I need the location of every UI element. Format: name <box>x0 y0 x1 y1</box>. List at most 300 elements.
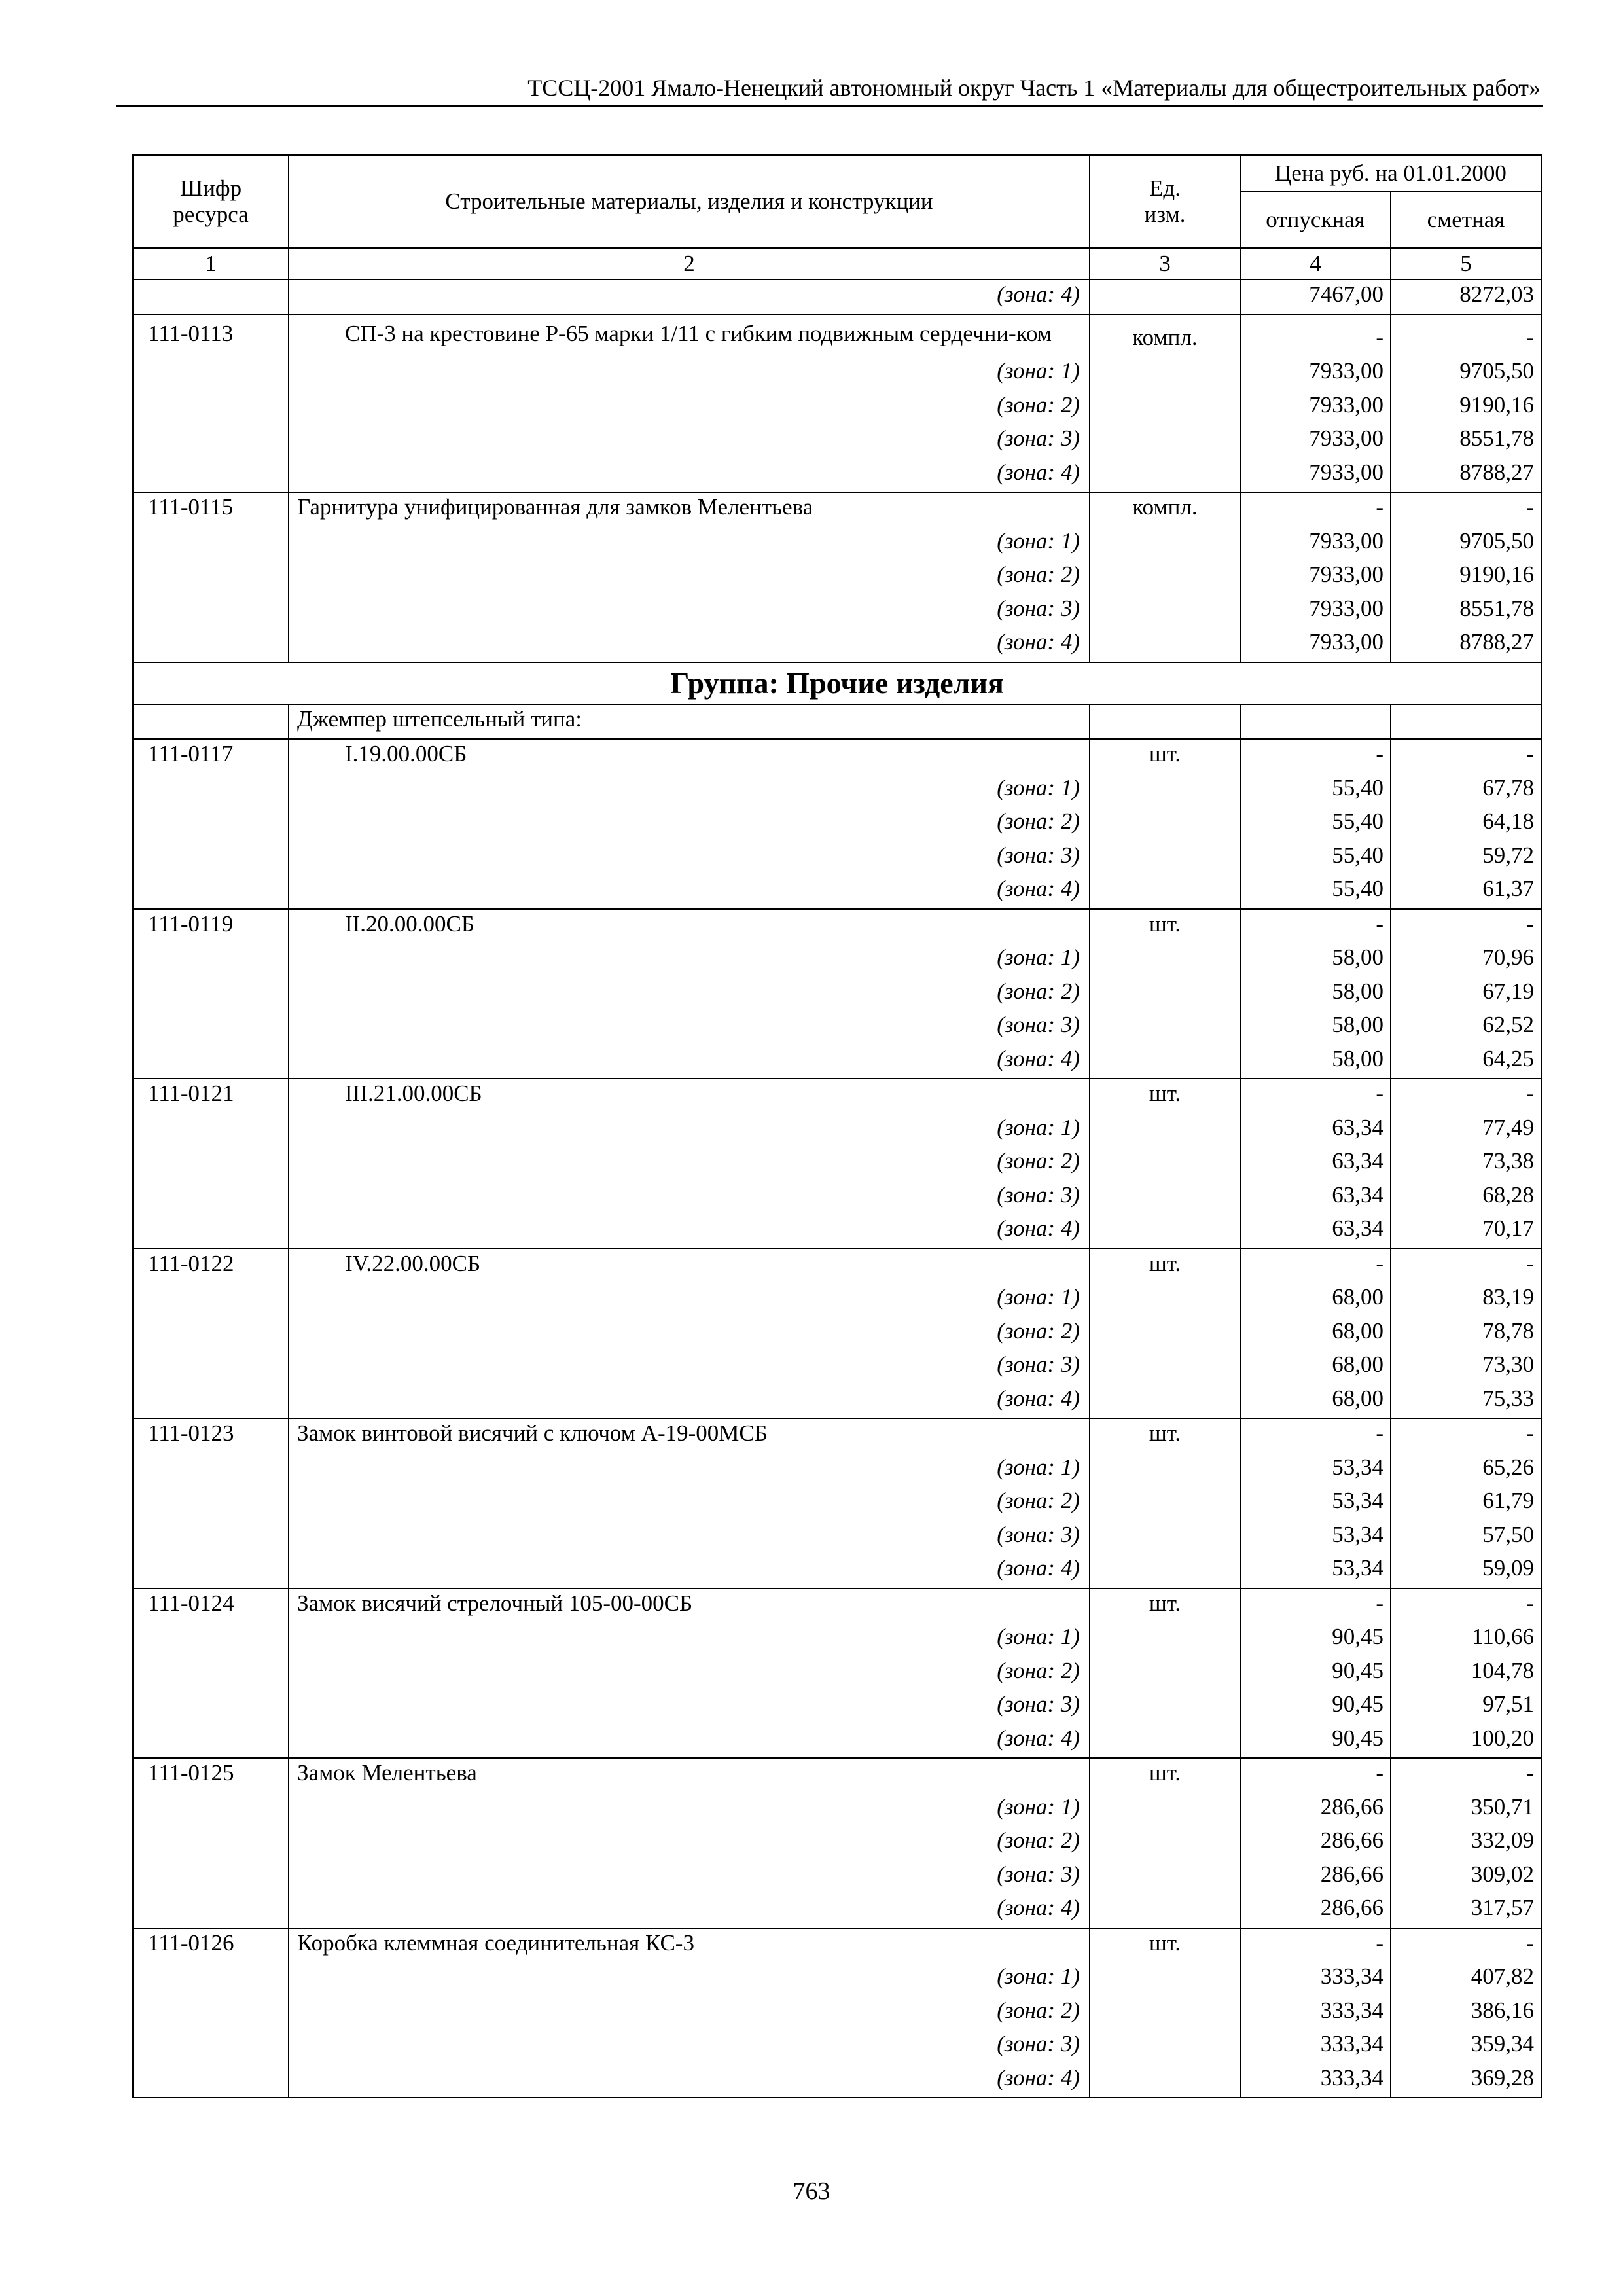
zone-row <box>133 2030 1541 2064</box>
zone-unit-cell <box>1090 1283 1240 1317</box>
continued-row-estimate: 8272,03 <box>1391 279 1541 315</box>
zone-label: (зона: 2) <box>289 1486 1090 1520</box>
zone-label: (зона: 1) <box>289 943 1090 977</box>
zone-unit-cell <box>1090 1690 1240 1724</box>
item-name: IV.22.00.00СБ <box>289 1249 1090 1283</box>
zone-release-price: 55,40 <box>1240 774 1391 808</box>
item-release-price: - <box>1240 1928 1391 1963</box>
zone-row <box>133 1283 1541 1317</box>
item-unit: компл. <box>1090 492 1240 527</box>
item-estimate-price: - <box>1391 1079 1541 1113</box>
zone-release-price: 7933,00 <box>1240 560 1391 594</box>
zone-code-cell <box>133 1214 289 1249</box>
zone-estimate-price: 407,82 <box>1391 1962 1541 1996</box>
zone-row <box>133 1181 1541 1215</box>
item-code: 111-0122 <box>133 1249 289 1283</box>
zone-release-price: 63,34 <box>1240 1181 1391 1215</box>
item-estimate-price: - <box>1391 1758 1541 1793</box>
column-header-name: Строительные материалы, изделия и конструкции <box>289 155 1090 248</box>
zone-code-cell <box>133 1690 289 1724</box>
zone-release-price: 55,40 <box>1240 807 1391 841</box>
zone-code-cell <box>133 560 289 594</box>
zone-unit-cell <box>1090 560 1240 594</box>
table-row <box>133 1588 1541 1623</box>
column-header-release: отпускная <box>1240 192 1391 248</box>
item-estimate-price: - <box>1391 1928 1541 1963</box>
price-table <box>132 154 1542 2098</box>
zone-label: (зона: 2) <box>289 807 1090 841</box>
zone-unit-cell <box>1090 1996 1240 2030</box>
zone-estimate-price: 70,17 <box>1391 1214 1541 1249</box>
zone-row <box>133 424 1541 458</box>
item-unit: шт. <box>1090 1758 1240 1793</box>
zone-release-price: 90,45 <box>1240 1657 1391 1691</box>
zone-release-price: 286,66 <box>1240 1860 1391 1894</box>
items-before-group <box>133 315 1541 662</box>
zone-label: (зона: 2) <box>289 1657 1090 1691</box>
zone-estimate-price: 9190,16 <box>1391 560 1541 594</box>
zone-row <box>133 943 1541 977</box>
zone-unit-cell <box>1090 391 1240 425</box>
item-release-price: - <box>1240 492 1391 527</box>
item-code: 111-0117 <box>133 739 289 774</box>
zone-estimate-price: 59,72 <box>1391 841 1541 875</box>
zone-estimate-price: 64,25 <box>1391 1045 1541 1079</box>
item-release-price: - <box>1240 315 1391 357</box>
zone-unit-cell <box>1090 1860 1240 1894</box>
zone-row <box>133 1317 1541 1351</box>
zone-estimate-price: 73,30 <box>1391 1350 1541 1384</box>
zone-estimate-price: 65,26 <box>1391 1453 1541 1487</box>
zone-code-cell <box>133 1520 289 1554</box>
zone-release-price: 58,00 <box>1240 1045 1391 1079</box>
zone-code-cell <box>133 594 289 628</box>
continued-row-code <box>133 279 289 315</box>
zone-estimate-price: 78,78 <box>1391 1317 1541 1351</box>
zone-label: (зона: 3) <box>289 1690 1090 1724</box>
zone-unit-cell <box>1090 527 1240 561</box>
zone-row <box>133 1724 1541 1759</box>
zone-estimate-price: 59,09 <box>1391 1554 1541 1588</box>
column-header-price: Цена руб. на 01.01.2000 <box>1240 155 1541 192</box>
item-code: 111-0119 <box>133 909 289 944</box>
item-unit: шт. <box>1090 1079 1240 1113</box>
zone-unit-cell <box>1090 1623 1240 1657</box>
zone-row <box>133 391 1541 425</box>
zone-unit-cell <box>1090 2064 1240 2098</box>
zone-row <box>133 458 1541 493</box>
zone-estimate-price: 369,28 <box>1391 2064 1541 2098</box>
item-name: Замок Мелентьева <box>289 1758 1090 1793</box>
zone-code-cell <box>133 1657 289 1691</box>
zone-row <box>133 1860 1541 1894</box>
zone-estimate-price: 62,52 <box>1391 1011 1541 1045</box>
zone-label: (зона: 3) <box>289 1350 1090 1384</box>
zone-release-price: 68,00 <box>1240 1283 1391 1317</box>
zone-label: (зона: 4) <box>289 1893 1090 1928</box>
zone-release-price: 63,34 <box>1240 1113 1391 1147</box>
zone-label: (зона: 3) <box>289 1520 1090 1554</box>
item-estimate-price: - <box>1391 492 1541 527</box>
zone-unit-cell <box>1090 977 1240 1011</box>
zone-row <box>133 1793 1541 1827</box>
group-section <box>133 662 1541 740</box>
zone-row <box>133 527 1541 561</box>
zone-code-cell <box>133 1181 289 1215</box>
zone-label: (зона: 3) <box>289 1181 1090 1215</box>
zone-estimate-price: 386,16 <box>1391 1996 1541 2030</box>
zone-estimate-price: 9190,16 <box>1391 391 1541 425</box>
column-number-2: 2 <box>289 248 1090 279</box>
zone-estimate-price: 8788,27 <box>1391 628 1541 662</box>
zone-label: (зона: 1) <box>289 774 1090 808</box>
zone-code-cell <box>133 1453 289 1487</box>
zone-release-price: 333,34 <box>1240 1996 1391 2030</box>
item-code: 111-0121 <box>133 1079 289 1113</box>
zone-estimate-price: 9705,50 <box>1391 357 1541 391</box>
zone-code-cell <box>133 458 289 493</box>
item-code: 111-0124 <box>133 1588 289 1623</box>
zone-code-cell <box>133 1147 289 1181</box>
zone-estimate-price: 100,20 <box>1391 1724 1541 1759</box>
table-row <box>133 739 1541 774</box>
subheading-code <box>133 704 289 740</box>
zone-code-cell <box>133 1826 289 1860</box>
zone-estimate-price: 68,28 <box>1391 1181 1541 1215</box>
zone-estimate-price: 104,78 <box>1391 1657 1541 1691</box>
zone-estimate-price: 70,96 <box>1391 943 1541 977</box>
zone-estimate-price: 83,19 <box>1391 1283 1541 1317</box>
zone-label: (зона: 2) <box>289 1996 1090 2030</box>
zone-label: (зона: 4) <box>289 1214 1090 1249</box>
item-release-price: - <box>1240 739 1391 774</box>
zone-row <box>133 1147 1541 1181</box>
zone-estimate-price: 317,57 <box>1391 1893 1541 1928</box>
zone-estimate-price: 73,38 <box>1391 1147 1541 1181</box>
column-header-code <box>133 155 289 248</box>
zone-release-price: 333,34 <box>1240 2064 1391 2098</box>
zone-unit-cell <box>1090 458 1240 493</box>
item-unit: компл. <box>1090 315 1240 357</box>
item-unit: шт. <box>1090 739 1240 774</box>
zone-code-cell <box>133 841 289 875</box>
zone-unit-cell <box>1090 774 1240 808</box>
zone-row <box>133 1520 1541 1554</box>
zone-label: (зона: 1) <box>289 1283 1090 1317</box>
zone-label: (зона: 1) <box>289 1962 1090 1996</box>
item-code: 111-0125 <box>133 1758 289 1793</box>
zone-code-cell <box>133 1724 289 1759</box>
continued-row-unit <box>1090 279 1240 315</box>
zone-estimate-price: 8551,78 <box>1391 594 1541 628</box>
item-name: Замок винтовой висячий с ключом А-19-00МСБ <box>289 1418 1090 1453</box>
item-name: Коробка клеммная соединительная КС-3 <box>289 1928 1090 1963</box>
column-number-1: 1 <box>133 248 289 279</box>
zone-row <box>133 2064 1541 2098</box>
zone-row <box>133 1554 1541 1588</box>
zone-label: (зона: 1) <box>289 1453 1090 1487</box>
zone-code-cell <box>133 977 289 1011</box>
zone-code-cell <box>133 774 289 808</box>
item-name: Замок висячий стрелочный 105-00-00СБ <box>289 1588 1090 1623</box>
zone-unit-cell <box>1090 943 1240 977</box>
zone-unit-cell <box>1090 1453 1240 1487</box>
zone-code-cell <box>133 2030 289 2064</box>
zone-label: (зона: 1) <box>289 357 1090 391</box>
zone-code-cell <box>133 1623 289 1657</box>
zone-label: (зона: 3) <box>289 1011 1090 1045</box>
zone-label: (зона: 4) <box>289 1554 1090 1588</box>
zone-release-price: 333,34 <box>1240 2030 1391 2064</box>
zone-label: (зона: 3) <box>289 841 1090 875</box>
table-row <box>133 1758 1541 1793</box>
items-after-group <box>133 739 1541 2098</box>
zone-unit-cell <box>1090 1214 1240 1249</box>
continued-row-release: 7467,00 <box>1240 279 1391 315</box>
item-unit: шт. <box>1090 1928 1240 1963</box>
zone-label: (зона: 2) <box>289 1826 1090 1860</box>
zone-label: (зона: 2) <box>289 977 1090 1011</box>
zone-release-price: 53,34 <box>1240 1486 1391 1520</box>
zone-row <box>133 1350 1541 1384</box>
item-estimate-price: - <box>1391 1588 1541 1623</box>
zone-estimate-price: 61,37 <box>1391 874 1541 909</box>
item-code: 111-0113 <box>133 315 289 357</box>
table-row <box>133 1418 1541 1453</box>
zone-unit-cell <box>1090 1350 1240 1384</box>
item-release-price: - <box>1240 1758 1391 1793</box>
column-header-unit-line2: изм. <box>1144 202 1186 227</box>
page-number: 763 <box>793 2178 830 2205</box>
zone-label: (зона: 1) <box>289 1793 1090 1827</box>
item-release-price: - <box>1240 1418 1391 1453</box>
item-estimate-price: - <box>1391 1418 1541 1453</box>
zone-unit-cell <box>1090 1657 1240 1691</box>
zone-estimate-price: 9705,50 <box>1391 527 1541 561</box>
zone-release-price: 63,34 <box>1240 1147 1391 1181</box>
item-release-price: - <box>1240 1079 1391 1113</box>
zone-row <box>133 1657 1541 1691</box>
zone-code-cell <box>133 1350 289 1384</box>
zone-release-price: 68,00 <box>1240 1317 1391 1351</box>
zone-label: (зона: 2) <box>289 391 1090 425</box>
zone-release-price: 7933,00 <box>1240 458 1391 493</box>
column-number-3: 3 <box>1090 248 1240 279</box>
zone-unit-cell <box>1090 628 1240 662</box>
zone-code-cell <box>133 357 289 391</box>
zone-release-price: 58,00 <box>1240 1011 1391 1045</box>
subheading-estimate <box>1391 704 1541 740</box>
price-table-container <box>132 154 1541 2098</box>
zone-unit-cell <box>1090 1486 1240 1520</box>
zone-unit-cell <box>1090 1793 1240 1827</box>
zone-estimate-price: 97,51 <box>1391 1690 1541 1724</box>
zone-unit-cell <box>1090 1181 1240 1215</box>
column-header-unit-line1: Ед. <box>1149 175 1181 201</box>
zone-code-cell <box>133 1793 289 1827</box>
zone-unit-cell <box>1090 424 1240 458</box>
zone-label: (зона: 4) <box>289 2064 1090 2098</box>
subheading-unit <box>1090 704 1240 740</box>
zone-code-cell <box>133 628 289 662</box>
zone-unit-cell <box>1090 1113 1240 1147</box>
zone-release-price: 58,00 <box>1240 977 1391 1011</box>
zone-release-price: 55,40 <box>1240 874 1391 909</box>
zone-code-cell <box>133 1962 289 1996</box>
zone-code-cell <box>133 874 289 909</box>
item-unit: шт. <box>1090 1418 1240 1453</box>
zone-code-cell <box>133 1860 289 1894</box>
zone-release-price: 333,34 <box>1240 1962 1391 1996</box>
zone-code-cell <box>133 391 289 425</box>
zone-release-price: 63,34 <box>1240 1214 1391 1249</box>
item-name: Гарнитура унифицированная для замков Мелентьева <box>289 492 1090 527</box>
zone-unit-cell <box>1090 1317 1240 1351</box>
continued-row-group <box>133 279 1541 315</box>
zone-unit-cell <box>1090 1893 1240 1928</box>
zone-unit-cell <box>1090 1962 1240 1996</box>
item-release-price: - <box>1240 1249 1391 1283</box>
zone-unit-cell <box>1090 357 1240 391</box>
zone-code-cell <box>133 1011 289 1045</box>
zone-release-price: 7933,00 <box>1240 594 1391 628</box>
running-header: ТССЦ-2001 Ямало-Ненецкий автономный округ Часть 1 «Материалы для общестроительных работ» <box>527 75 1541 101</box>
zone-code-cell <box>133 1045 289 1079</box>
zone-label: (зона: 1) <box>289 1623 1090 1657</box>
column-header-code-line2: ресурса <box>173 202 249 227</box>
zone-release-price: 7933,00 <box>1240 527 1391 561</box>
zone-unit-cell <box>1090 1045 1240 1079</box>
subheading-release <box>1240 704 1391 740</box>
item-code: 111-0126 <box>133 1928 289 1963</box>
zone-unit-cell <box>1090 594 1240 628</box>
zone-release-price: 7933,00 <box>1240 357 1391 391</box>
zone-release-price: 53,34 <box>1240 1554 1391 1588</box>
zone-label: (зона: 2) <box>289 1317 1090 1351</box>
zone-label: (зона: 4) <box>289 458 1090 493</box>
zone-unit-cell <box>1090 1724 1240 1759</box>
zone-row <box>133 560 1541 594</box>
zone-code-cell <box>133 1113 289 1147</box>
zone-unit-cell <box>1090 1384 1240 1419</box>
column-number-5: 5 <box>1391 248 1541 279</box>
zone-release-price: 68,00 <box>1240 1350 1391 1384</box>
item-estimate-price: - <box>1391 315 1541 357</box>
zone-unit-cell <box>1090 1011 1240 1045</box>
zone-release-price: 90,45 <box>1240 1623 1391 1657</box>
zone-row <box>133 774 1541 808</box>
zone-label: (зона: 4) <box>289 628 1090 662</box>
zone-row <box>133 1384 1541 1419</box>
item-name: I.19.00.00СБ <box>289 739 1090 774</box>
zone-code-cell <box>133 2064 289 2098</box>
item-code: 111-0123 <box>133 1418 289 1453</box>
subheading-text: Джемпер штепсельный типа: <box>289 704 1090 740</box>
zone-row <box>133 807 1541 841</box>
zone-release-price: 68,00 <box>1240 1384 1391 1419</box>
zone-estimate-price: 350,71 <box>1391 1793 1541 1827</box>
zone-release-price: 53,34 <box>1240 1520 1391 1554</box>
continued-row-zone: (зона: 4) <box>289 279 1090 315</box>
item-name: II.20.00.00СБ <box>289 909 1090 944</box>
table-row <box>133 1079 1541 1113</box>
zone-estimate-price: 309,02 <box>1391 1860 1541 1894</box>
zone-release-price: 53,34 <box>1240 1453 1391 1487</box>
zone-release-price: 90,45 <box>1240 1724 1391 1759</box>
zone-release-price: 55,40 <box>1240 841 1391 875</box>
zone-row <box>133 977 1541 1011</box>
zone-code-cell <box>133 1893 289 1928</box>
zone-label: (зона: 3) <box>289 424 1090 458</box>
zone-row <box>133 841 1541 875</box>
zone-label: (зона: 4) <box>289 1045 1090 1079</box>
zone-row <box>133 1045 1541 1079</box>
zone-row <box>133 1011 1541 1045</box>
zone-row <box>133 1453 1541 1487</box>
zone-unit-cell <box>1090 1520 1240 1554</box>
zone-code-cell <box>133 1554 289 1588</box>
table-row <box>133 1928 1541 1963</box>
column-header-estimate: сметная <box>1391 192 1541 248</box>
zone-release-price: 7933,00 <box>1240 391 1391 425</box>
zone-row <box>133 1214 1541 1249</box>
zone-row <box>133 1893 1541 1928</box>
zone-estimate-price: 359,34 <box>1391 2030 1541 2064</box>
zone-label: (зона: 3) <box>289 1860 1090 1894</box>
zone-row <box>133 874 1541 909</box>
zone-code-cell <box>133 943 289 977</box>
group-title: Группа: Прочие изделия <box>133 662 1541 704</box>
item-name: III.21.00.00СБ <box>289 1079 1090 1113</box>
zone-code-cell <box>133 424 289 458</box>
zone-estimate-price: 67,78 <box>1391 774 1541 808</box>
zone-row <box>133 628 1541 662</box>
zone-label: (зона: 3) <box>289 2030 1090 2064</box>
zone-unit-cell <box>1090 807 1240 841</box>
zone-label: (зона: 4) <box>289 1724 1090 1759</box>
zone-estimate-price: 110,66 <box>1391 1623 1541 1657</box>
zone-estimate-price: 77,49 <box>1391 1113 1541 1147</box>
item-estimate-price: - <box>1391 1249 1541 1283</box>
zone-estimate-price: 8788,27 <box>1391 458 1541 493</box>
item-name: СП-3 на крестовине Р-65 марки 1/11 с гибким подвижным сердечни-ком <box>289 315 1090 357</box>
zone-unit-cell <box>1090 1147 1240 1181</box>
zone-code-cell <box>133 807 289 841</box>
zone-release-price: 7933,00 <box>1240 424 1391 458</box>
zone-row <box>133 1113 1541 1147</box>
zone-code-cell <box>133 1283 289 1317</box>
zone-label: (зона: 4) <box>289 874 1090 909</box>
zone-estimate-price: 67,19 <box>1391 977 1541 1011</box>
column-header-code-line1: Шифр <box>179 175 242 201</box>
zone-release-price: 58,00 <box>1240 943 1391 977</box>
zone-label: (зона: 4) <box>289 1384 1090 1419</box>
zone-code-cell <box>133 1317 289 1351</box>
item-unit: шт. <box>1090 909 1240 944</box>
item-code: 111-0115 <box>133 492 289 527</box>
item-estimate-price: - <box>1391 909 1541 944</box>
zone-estimate-price: 57,50 <box>1391 1520 1541 1554</box>
zone-label: (зона: 2) <box>289 560 1090 594</box>
zone-row <box>133 1826 1541 1860</box>
zone-release-price: 7933,00 <box>1240 628 1391 662</box>
zone-row <box>133 1962 1541 1996</box>
zone-estimate-price: 61,79 <box>1391 1486 1541 1520</box>
zone-release-price: 286,66 <box>1240 1793 1391 1827</box>
table-row <box>133 315 1541 357</box>
table-row <box>133 1249 1541 1283</box>
zone-label: (зона: 3) <box>289 594 1090 628</box>
